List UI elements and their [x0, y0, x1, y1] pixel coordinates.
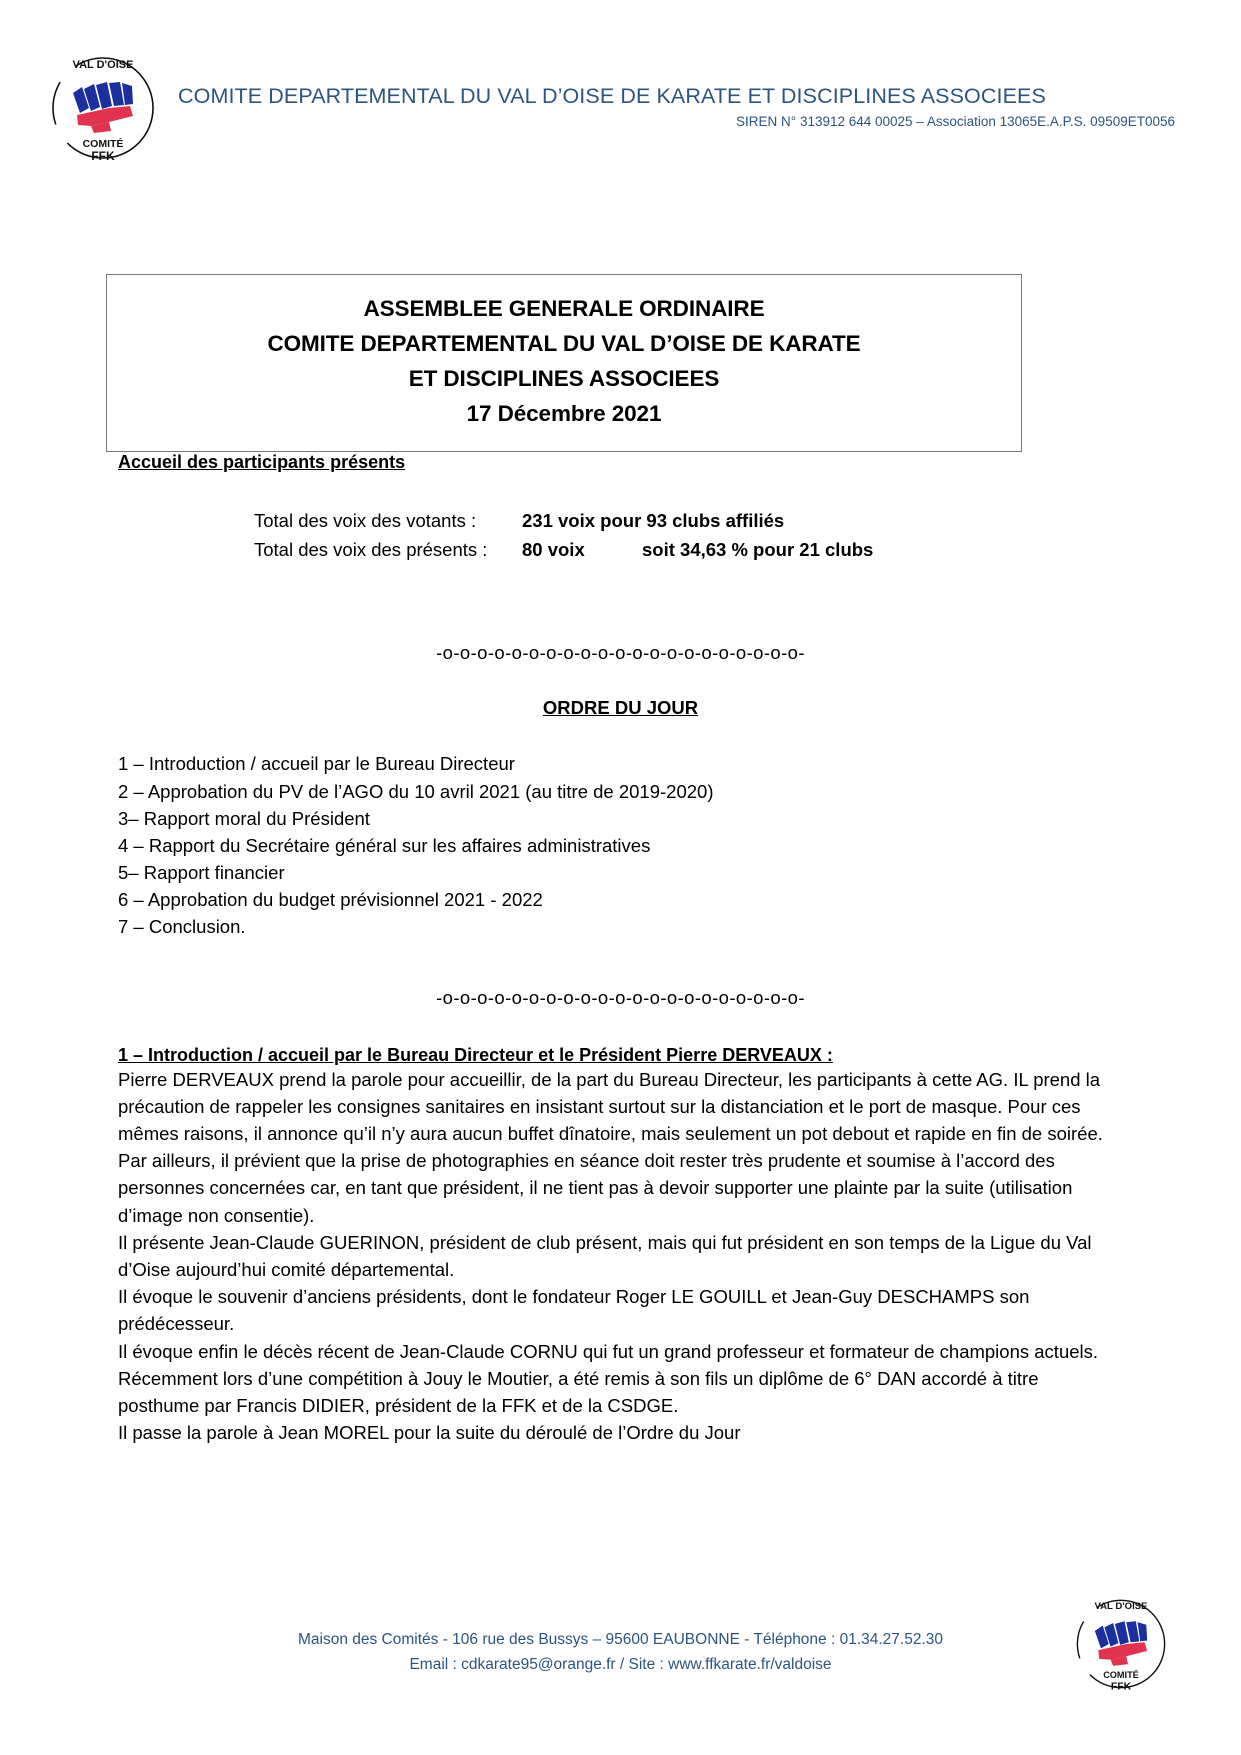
svg-text:COMITÉ: COMITÉ	[1103, 1670, 1139, 1681]
attendance-heading: Accueil des participants présents	[118, 452, 406, 472]
agenda-item-3: 3– Rapport moral du Président	[118, 807, 370, 829]
vote-row-present	[254, 536, 1123, 565]
title-line-2: COMITE DEPARTEMENTAL DU VAL D’OISE DE KARATE	[267, 331, 861, 357]
title-line-date: 17 Décembre 2021	[466, 401, 662, 427]
agenda-item-1: 1 – Introduction / accueil par le Bureau Directeur	[118, 753, 515, 775]
document-body	[118, 452, 1123, 1446]
agenda-item-2: 2 – Approbation du PV de l’AGO du 10 avril 2021 (au titre de 2019-2020)	[118, 780, 714, 802]
vote-row-voters	[254, 507, 1123, 536]
paragraph-3: Il présente Jean-Claude GUERINON, président de club présent, mais qui fut président en son temps de la Ligue du Val d’Oise aujourd’hui comité départemental.	[118, 1231, 1092, 1280]
agenda-item-7: 7 – Conclusion.	[118, 916, 246, 938]
vote-value-present	[522, 536, 873, 565]
ffk-logo-footer-icon	[1073, 1595, 1169, 1693]
vote-label-present: Total des voix des présents :	[254, 538, 488, 560]
svg-text:COMITÉ: COMITÉ	[82, 138, 124, 150]
svg-text:VAL D'OISE: VAL D'OISE	[1094, 1601, 1148, 1613]
document-footer	[0, 1627, 1241, 1677]
title-line-1: ASSEMBLEE GENERALE ORDINAIRE	[363, 296, 765, 321]
section-1-heading: 1 – Introduction / accueil par le Bureau Directeur et le Président Pierre DERVEAUX :	[118, 1044, 833, 1065]
paragraph-6: Il passe la parole à Jean MOREL pour la suite du déroulé de l’Ordre du Jour	[118, 1422, 741, 1444]
document-header	[0, 48, 1241, 168]
vote-detail-present: soit 34,63 % pour 21 clubs	[642, 538, 874, 560]
vote-count-present: 80 voix	[522, 538, 585, 560]
agenda-item-6: 6 – Approbation du budget prévisionnel 2021 - 2022	[118, 889, 543, 911]
agenda-title: ORDRE DU JOUR	[542, 697, 699, 719]
paragraph-4: Il évoque le souvenir d’anciens présidents, dont le fondateur Roger LE GOUILL et Jean-Guy DESCHAMPS son prédécesseur.	[118, 1286, 1030, 1335]
title-line-3: ET DISCIPLINES ASSOCIEES	[408, 366, 720, 392]
section-1-body	[118, 1066, 1103, 1447]
separator-top: -o-o-o-o-o-o-o-o-o-o-o-o-o-o-o-o-o-o-o-o-o-	[436, 642, 805, 664]
assembly-title-box	[106, 274, 1022, 452]
footer-contact: Email : cdkarate95@orange.fr / Site : www.ffkarate.fr/valdoise	[409, 1655, 832, 1673]
registration-info: SIREN N° 313912 644 00025 – Association 13065E.A.P.S. 09509ET0056	[736, 114, 1175, 129]
header-text-block	[178, 84, 1178, 129]
paragraph-2: Par ailleurs, il prévient que la prise de photographies en séance doit rester très prudente et soumise à l’accord des personnes concernées car, en tant que président, il ne tient pas à devoir supporter une plainte par la suite (utilisation d’image non consentie).	[118, 1150, 1073, 1226]
paragraph-1: Pierre DERVEAUX prend la parole pour accueillir, de la part du Bureau Directeur, les participants à cette AG. IL prend la précaution de rappeler les consignes sanitaires en insistant surtout sur la distanciation et le port de masque. Pour ces mêmes raisons, il annonce qu’il n’y aura aucun buffet dînatoire, mais seulement un pot debout et rapide en fin de soirée.	[118, 1068, 1103, 1145]
agenda-item-4: 4 – Rapport du Secrétaire général sur les affaires administratives	[118, 834, 651, 856]
agenda-item-5: 5– Rapport financier	[118, 862, 285, 884]
svg-text:VAL D'OISE: VAL D'OISE	[72, 59, 134, 71]
vote-label-voters: Total des voix des votants :	[254, 510, 477, 531]
svg-text:FFK: FFK	[91, 149, 115, 163]
vote-value-voters: 231 voix pour 93 clubs affiliés	[522, 510, 785, 531]
attendance-vote-table	[254, 507, 1123, 564]
organization-title: COMITE DEPARTEMENTAL DU VAL D’OISE DE KARATE ET DISCIPLINES ASSOCIEES	[178, 84, 1046, 108]
svg-text:FFK: FFK	[1110, 1681, 1132, 1693]
separator-bottom: -o-o-o-o-o-o-o-o-o-o-o-o-o-o-o-o-o-o-o-o-o-	[436, 986, 805, 1008]
agenda-list	[118, 750, 1123, 940]
paragraph-5: Il évoque enfin le décès récent de Jean-Claude CORNU qui fut un grand professeur et formateur de champions actuels. Récemment lors d’une compétition à Jouy le Moutier, a été remis à son fils un diplôme de 6° DAN accordé à titre posthume par Francis DIDIER, président de la FFK et de la CSDGE.	[118, 1340, 1099, 1416]
ffk-logo-icon	[48, 52, 158, 164]
footer-address: Maison des Comités - 106 rue des Bussys – 95600 EAUBONNE - Téléphone : 01.34.27.52.30	[297, 1630, 944, 1648]
